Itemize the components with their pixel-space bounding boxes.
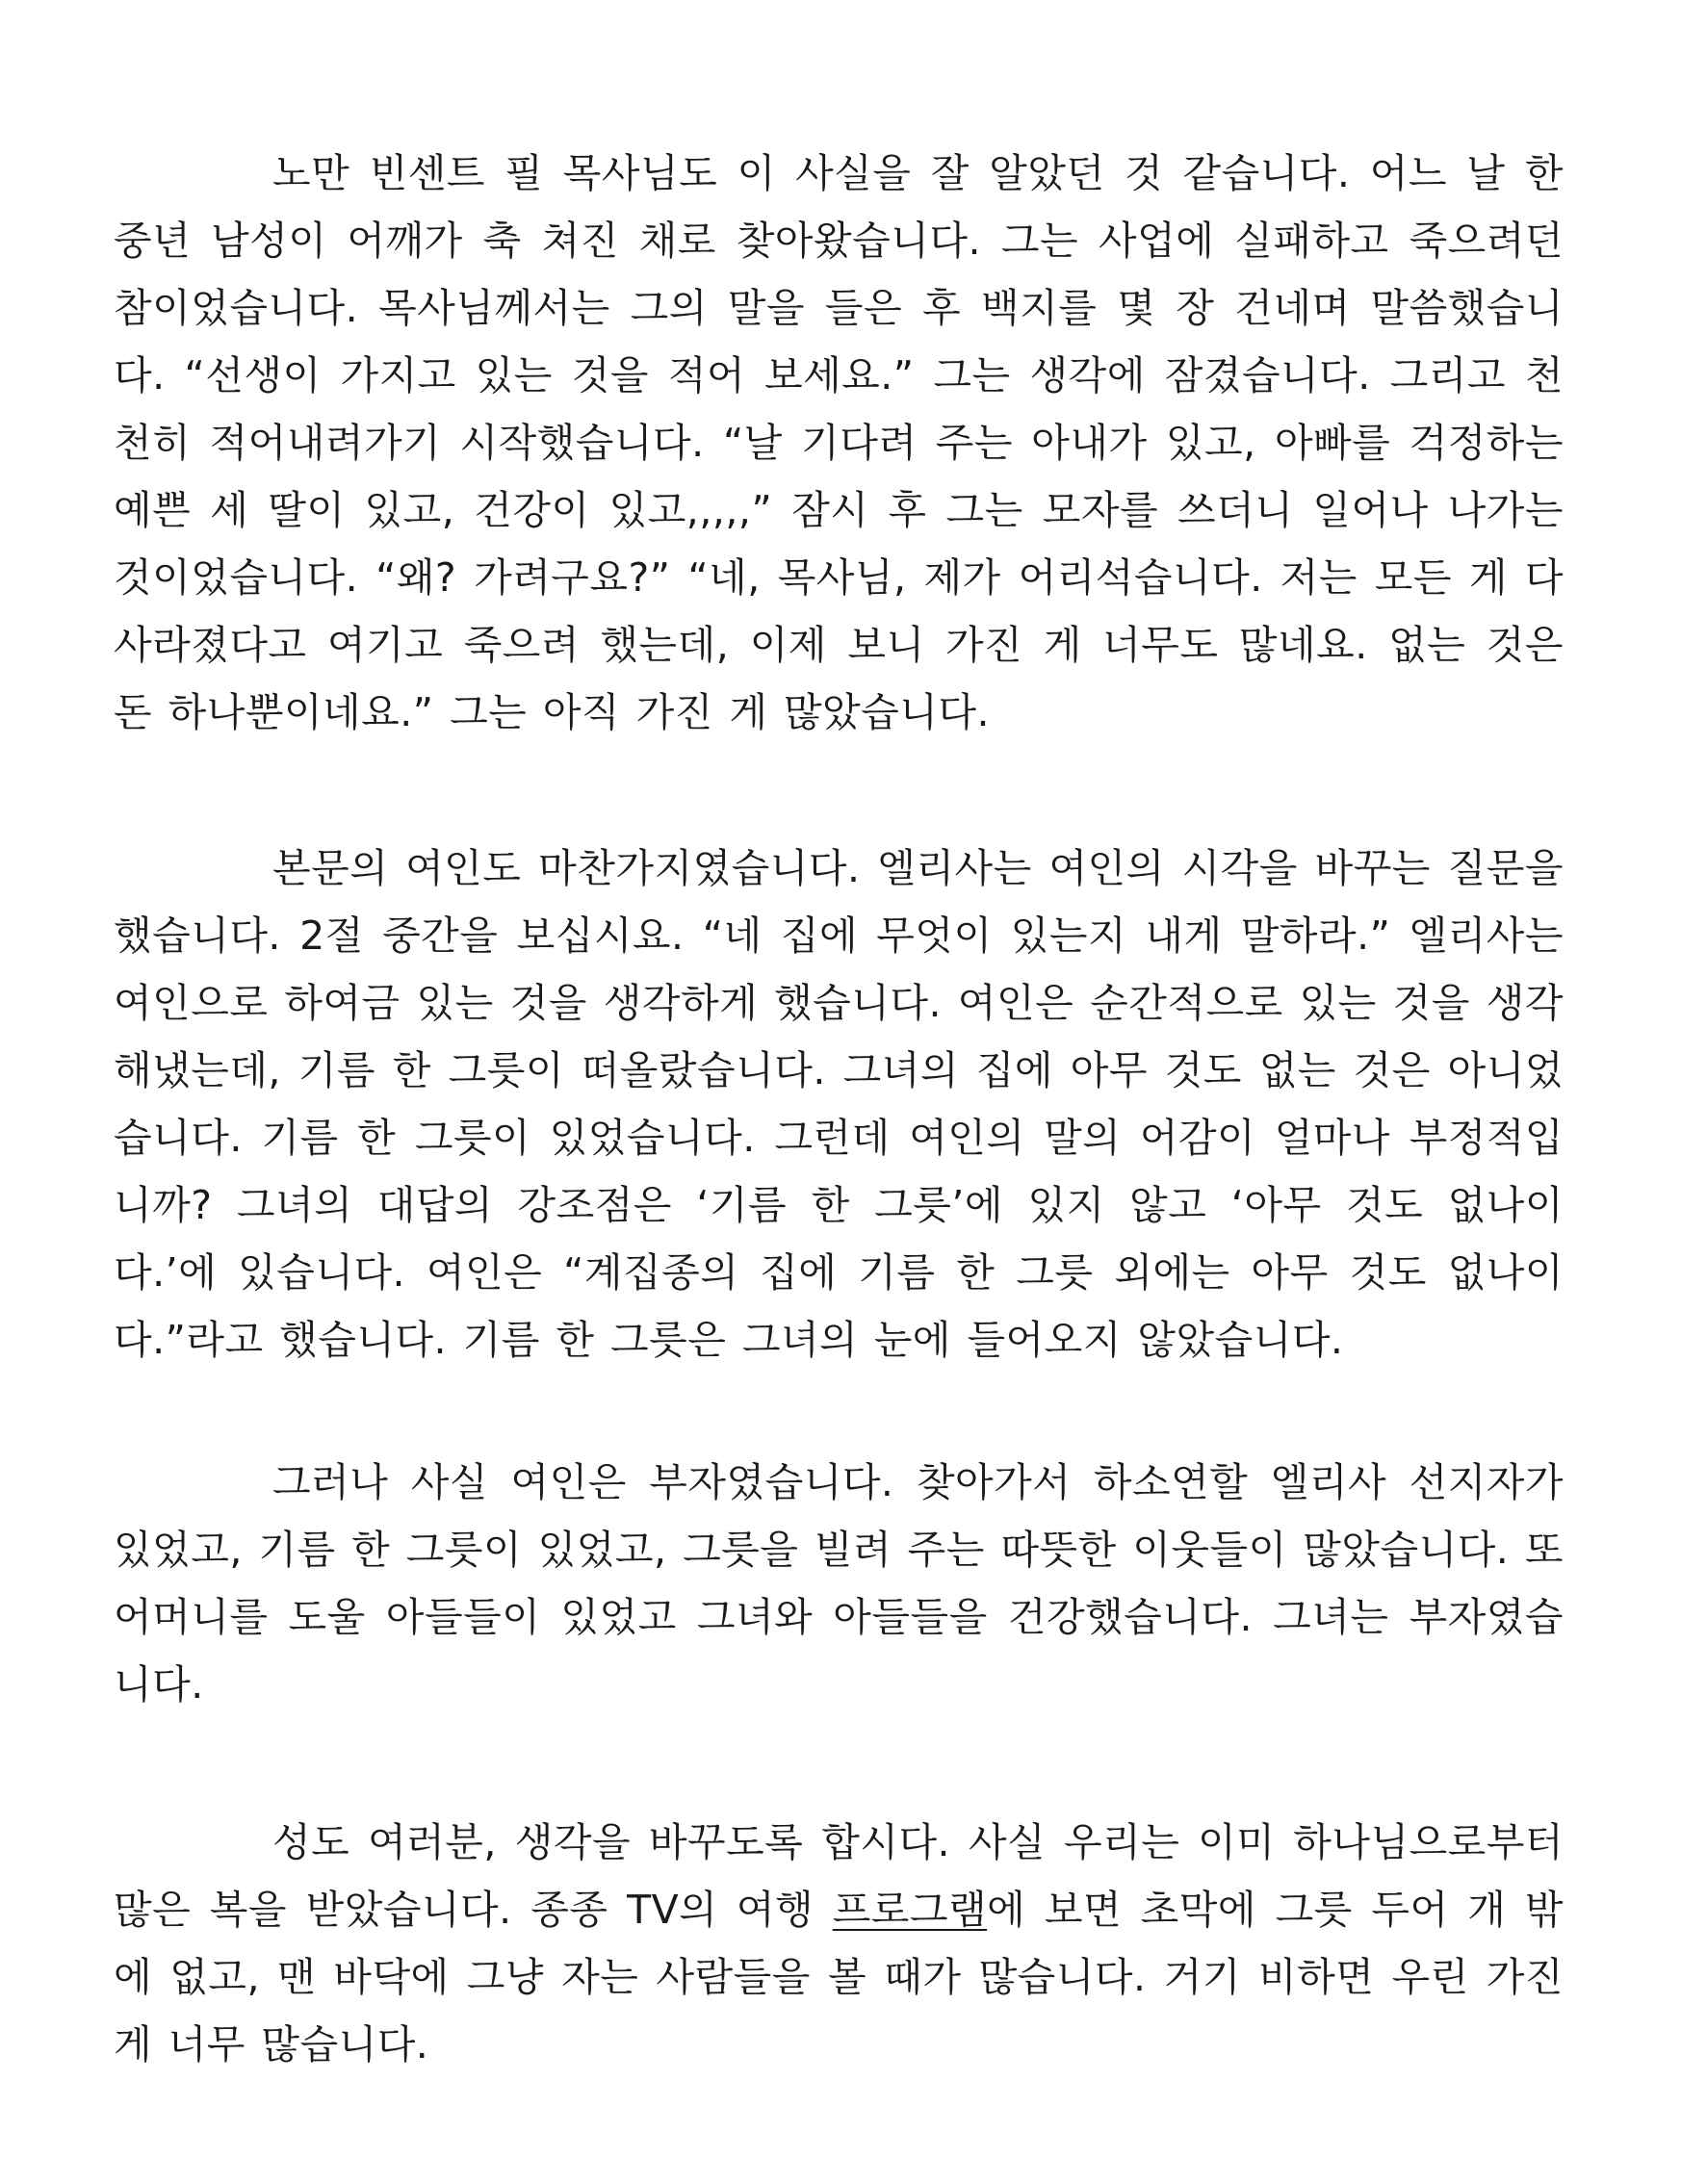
paragraph-2-text: 본문의 여인도 마찬가지였습니다. 엘리사는 여인의 시각을 바꾸는 질문을 했습니다. 2절 중간을 보십시요. “네 집에 무엇이 있는지 내게 말하라.” 엘리사는 여인으로 하여금 있는 것을 생각하게 했습니다. 여인은 순간적으로 있는 것을 생각해냈는데, 기름 한 그릇이 떠올랐습니다. 그녀의 집에 아무 것도 없는 것은 아니었습니다. 기름 한 그릇이 있었습니다. 그런데 여인의 말의 어감이 얼마나 부정적입니까? 그녀의 대답의 강조점은 ‘기름 한 그릇’에 있지 않고 ‘아무 것도 없나이다.’에 있습니다. 여인은 “계집종의 집에 기름 한 그릇 외에는 아무 것도 없나이다.”라고 했습니다. 기름 한 그릇은 그녀의 눈에 들어오지 않았습니다.: [114, 845, 1564, 1363]
paragraph-4: [114, 1809, 1564, 2078]
paragraph-4-text-before: 성도 여러분, 생각을 바꾸도록 합시다. 사실 우리는 이미 하나님으로부터 많은 복을 받았습니다. 종종 TV의 여행: [114, 1819, 1564, 1933]
underlined-word: 프로그램: [832, 1887, 988, 1933]
paragraph-3: [114, 1449, 1564, 1718]
paragraph-1-text: 노만 빈센트 필 목사님도 이 사실을 잘 알았던 것 같습니다. 어느 날 한 중년 남성이 어깨가 축 쳐진 채로 찾아왔습니다. 그는 사업에 실패하고 죽으려던 참이었습니다. 목사님께서는 그의 말을 들은 후 백지를 몇 장 건네며 말씀했습니다. “선생이 가지고 있는 것을 적어 보세요.” 그는 생각에 잠겼습니다. 그리고 천천히 적어내려가기 시작했습니다. “날 기다려 주는 아내가 있고, 아빠를 걱정하는 예쁜 세 딸이 있고, 건강이 있고,,,,,” 잠시 후 그는 모자를 쓰더니 일어나 나가는 것이었습니다. “왜? 가려구요?” “네, 목사님, 제가 어리석습니다. 저는 모든 게 다 사라졌다고 여기고 죽으려 했는데, 이제 보니 가진 게 너무도 많네요. 없는 것은 돈 하나뿐이네요.” 그는 아직 가진 게 많았습니다.: [114, 150, 1564, 735]
paragraph-1: [114, 140, 1564, 746]
paragraph-3-text: 그러나 사실 여인은 부자였습니다. 찾아가서 하소연할 엘리사 선지자가 있었고, 기름 한 그릇이 있었고, 그릇을 빌려 주는 따뜻한 이웃들이 많았습니다. 또 어머니를 도울 아들들이 있었고 그녀와 아들들을 건강했습니다. 그녀는 부자였습니다.: [114, 1459, 1564, 1708]
paragraph-4-text-after: 에 보면 초막에 그릇 두어 개 밖에 없고, 맨 바닥에 그냥 자는 사람들을 볼 때가 많습니다. 거기 비하면 우린 가진 게 너무 많습니다.: [114, 1887, 1564, 2068]
paragraph-2: [114, 835, 1564, 1374]
